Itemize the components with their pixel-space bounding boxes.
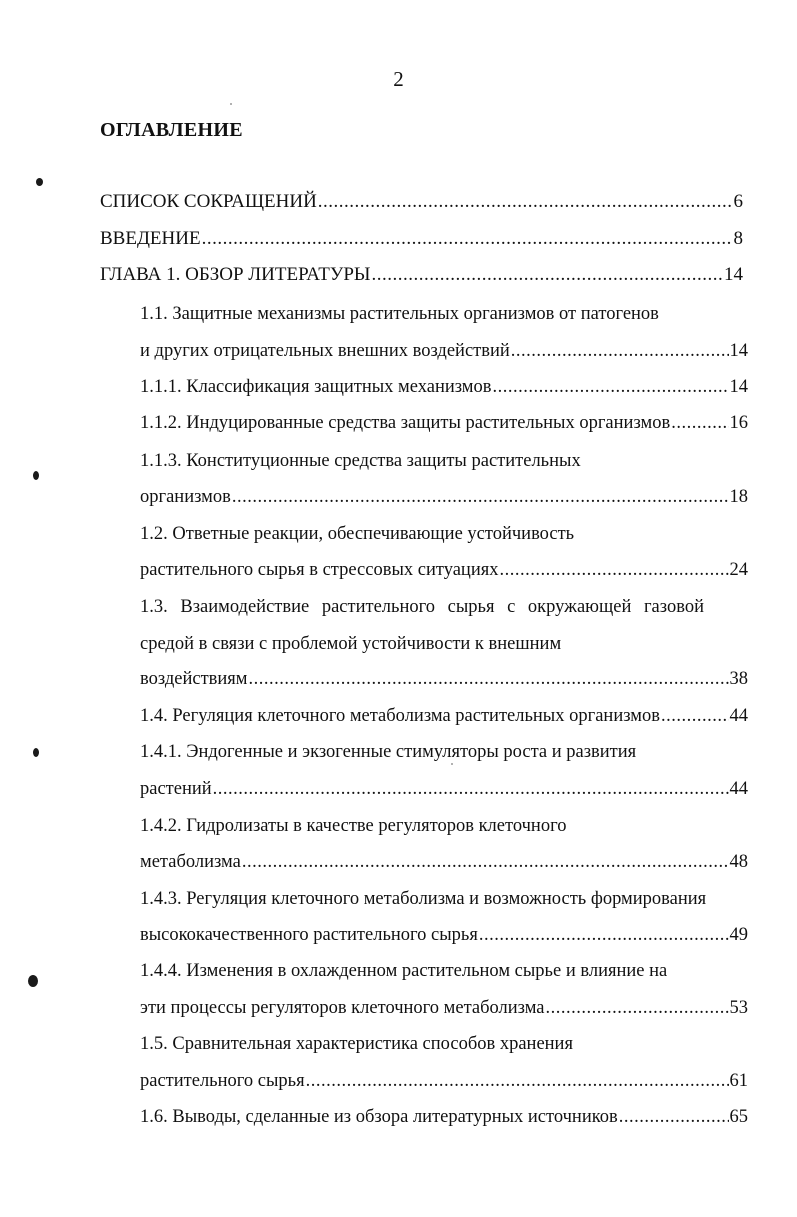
dot-leader	[671, 410, 728, 436]
toc-entry-text: 1.1.3. Конституционные средства защиты растительных	[140, 451, 581, 471]
toc-entry-1-4-3-line2	[140, 922, 748, 948]
toc-page-ref: 14	[729, 341, 748, 361]
toc-entry-1-6	[140, 1104, 748, 1130]
toc-entry-1-4-3-line1	[140, 886, 748, 912]
dot-leader	[318, 189, 733, 215]
toc-entry-text: воздействиям	[140, 669, 248, 689]
dot-leader	[492, 374, 728, 400]
toc-entry-1-1-3-line1	[140, 448, 748, 474]
toc-entry-1-3-line3	[140, 666, 748, 692]
dot-leader	[306, 1068, 729, 1094]
toc-entry-text: 1.4.2. Гидролизаты в качестве регуляторов клеточного	[140, 816, 567, 836]
scan-mark	[33, 748, 39, 757]
toc-entry-text: 1.2. Ответные реакции, обеспечивающие устойчивость	[140, 524, 575, 544]
toc-entry-text: 1.1.2. Индуцированные средства защиты растительных организмов	[140, 413, 671, 433]
dot-leader	[242, 849, 729, 875]
toc-page-ref: 14	[724, 264, 743, 285]
scan-speck	[230, 103, 232, 105]
toc-entry-text: 1.4. Регуляция клеточного метаболизма растительных организмов	[140, 706, 660, 726]
toc-page-ref: 14	[729, 377, 748, 397]
scan-speck	[451, 763, 453, 765]
toc-entry-text: 1.4.3. Регуляция клеточного метаболизма и возможность формирования	[140, 889, 707, 909]
toc-entry-1-1-2	[140, 410, 748, 436]
dot-leader	[546, 995, 729, 1021]
toc-entry-1-3-line2	[140, 631, 748, 657]
toc-page-ref: 44	[729, 706, 748, 726]
toc-entry-text: растительного сырья в стрессовых ситуациях	[140, 560, 499, 580]
toc-entry-text: 1.4.1. Эндогенные и экзогенные стимуляторы роста и развития	[140, 742, 637, 762]
toc-page-ref: 65	[729, 1107, 748, 1127]
dot-leader	[479, 922, 729, 948]
toc-entry-1-4-1-line1	[140, 739, 748, 765]
toc-entry-text: высококачественного растительного сырья	[140, 925, 478, 945]
toc-entry-text: 1.1.1. Классификация защитных механизмов	[140, 377, 492, 397]
dot-leader	[249, 666, 729, 692]
toc-entry-1-4-2-line1	[140, 813, 748, 839]
toc-entry-text: СПИСОК СОКРАЩЕНИЙ	[100, 191, 317, 212]
toc-entry-text: метаболизма	[140, 852, 241, 872]
toc-entry-chapter-1	[100, 262, 743, 288]
dot-leader	[661, 703, 729, 729]
toc-entry-text: эти процессы регуляторов клеточного метаболизма	[140, 998, 545, 1018]
dot-leader	[499, 557, 728, 583]
toc-entry-1-3-line1	[140, 594, 748, 620]
dot-leader	[232, 484, 729, 510]
toc-entry-text: ГЛАВА 1. ОБЗОР ЛИТЕРАТУРЫ	[100, 264, 371, 285]
dot-leader	[372, 262, 724, 288]
toc-entry-text: и других отрицательных внешних воздействий	[140, 341, 510, 361]
toc-entry-1-2-line1	[140, 521, 748, 547]
toc-page-ref: 8	[733, 228, 743, 249]
toc-entry-1-4-4-line2	[140, 995, 748, 1021]
scan-mark	[28, 975, 38, 987]
toc-entry-text: средой в связи с проблемой устойчивости к внешним	[140, 634, 562, 654]
toc-entry-1-1-line2	[140, 338, 748, 364]
toc-entry-abbreviations	[100, 189, 743, 215]
toc-entry-1-2-line2	[140, 557, 748, 583]
toc-page-ref: 49	[729, 925, 748, 945]
toc-entry-introduction	[100, 226, 743, 252]
toc-page-ref: 38	[729, 669, 748, 689]
toc-page-ref: 48	[729, 852, 748, 872]
toc-entry-1-5-line2	[140, 1068, 748, 1094]
toc-page-ref: 24	[729, 560, 748, 580]
toc-entry-1-5-line1	[140, 1031, 748, 1057]
toc-entry-text: организмов	[140, 487, 231, 507]
toc-page-ref: 18	[729, 487, 748, 507]
toc-entry-text: 1.4.4. Изменения в охлажденном растительном сырье и влияние на	[140, 961, 668, 981]
toc-entry-text: растительного сырья	[140, 1071, 305, 1091]
scan-mark	[36, 178, 43, 186]
dot-leader	[202, 226, 733, 252]
table-of-contents-heading: ОГЛАВЛЕНИЕ	[100, 119, 243, 141]
toc-page-ref: 16	[729, 413, 748, 433]
toc-page-ref: 6	[733, 191, 743, 212]
dot-leader	[511, 338, 729, 364]
toc-entry-1-1-3-line2	[140, 484, 748, 510]
toc-entry-1-4-2-line2	[140, 849, 748, 875]
toc-entry-text: ВВЕДЕНИЕ	[100, 228, 201, 249]
toc-entry-1-1-1	[140, 374, 748, 400]
toc-entry-1-4	[140, 703, 748, 729]
toc-entry-text: 1.6. Выводы, сделанные из обзора литературных источников	[140, 1107, 618, 1127]
page-number: 2	[393, 67, 404, 91]
toc-entry-1-1-line1	[140, 301, 748, 327]
toc-entry-text: 1.1. Защитные механизмы растительных организмов от патогенов	[140, 304, 659, 324]
toc-entry-text: 1.5. Сравнительная характеристика способов хранения	[140, 1034, 573, 1054]
toc-page-ref: 53	[729, 998, 748, 1018]
scan-mark	[33, 471, 39, 480]
toc-entry-text: растений	[140, 779, 212, 799]
toc-entry-1-4-4-line1	[140, 958, 748, 984]
toc-entry-1-4-1-line2	[140, 776, 748, 802]
toc-entry-text: 1.3. Взаимодействие растительного сырья с окружающей газовой	[140, 597, 704, 617]
toc-page-ref: 61	[729, 1071, 748, 1091]
dot-leader	[619, 1104, 729, 1130]
toc-page-ref: 44	[729, 779, 748, 799]
dot-leader	[213, 776, 729, 802]
